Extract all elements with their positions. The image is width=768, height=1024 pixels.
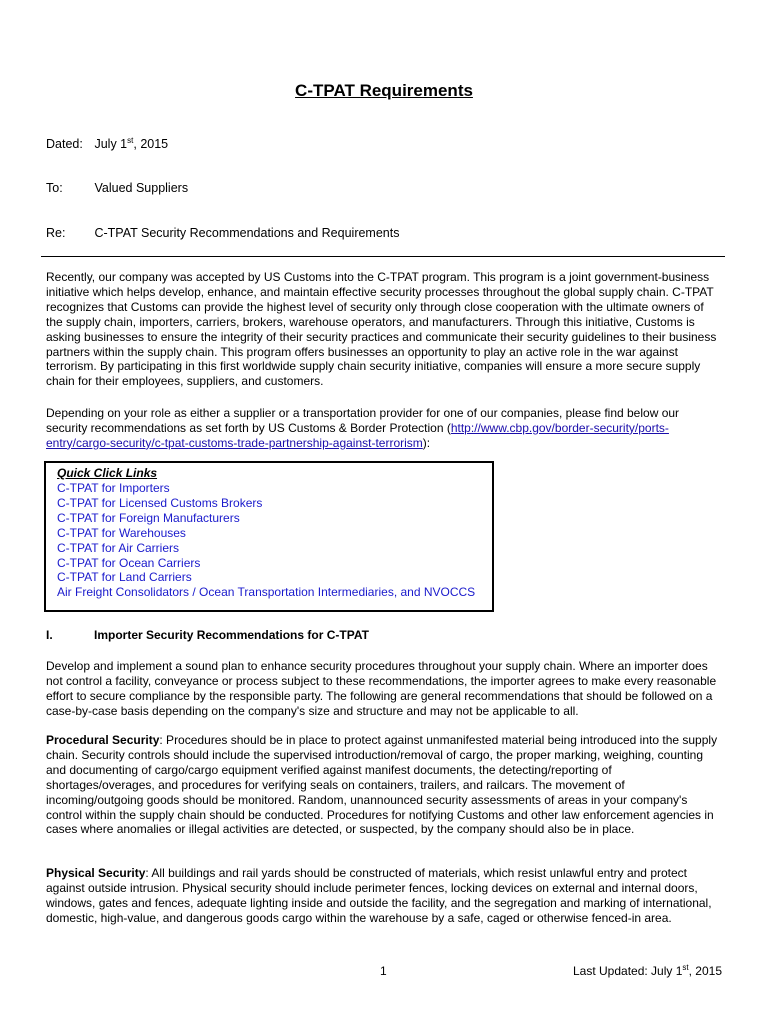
re-row: [46, 226, 399, 240]
quick-links-list: [57, 481, 475, 600]
to-row: [46, 181, 188, 195]
dated-value: July 1st, 2015: [94, 136, 169, 151]
page-title: C-TPAT Requirements: [295, 81, 473, 100]
quick-links-heading: Quick Click Links: [57, 466, 158, 480]
quick-link-ocean-carriers[interactable]: C-TPAT for Ocean Carriers: [57, 555, 201, 570]
section-intro-paragraph: Develop and implement a sound plan to enhance security procedures throughout your supply chain. Where an importer does not control a facility, conveyance or process subject to these recommendations, the importer agrees to make every reasonable effort to secure compliance by the responsible party. The following are general recommendations that should be followed on a case-by-case basis depending on the company's size and structure and may not be applicable to all.: [46, 659, 717, 718]
to-value: Valued Suppliers: [94, 181, 189, 195]
divider: [41, 256, 725, 257]
quick-link-importers[interactable]: C-TPAT for Importers: [57, 481, 170, 495]
last-updated: Last Updated: July 1st, 2015: [572, 963, 722, 978]
quick-link-air-carriers[interactable]: C-TPAT for Air Carriers: [57, 540, 180, 555]
section-title: Importer Security Recommendations for C-TPAT: [94, 628, 369, 642]
intro-paragraph: Recently, our company was accepted by US Customs into the C-TPAT program. This program is a joint government-business initiative which helps develop, enhance, and maintain effective security processes throughout the global supply chain. C-TPAT recognizes that Customs can provide the highest level of security only through close cooperation with the ultimate owners of the supply chain, importers, carriers, brokers, warehouse operators, and manufacturers. Through this initiative, Customs is asking businesses to ensure the integrity of their security practices and communicate their security guidelines to their business partners within the supply chain. This program offers businesses an opportunity to play an active role in the war against terrorism. By participating in this first worldwide supply chain security initiative, companies will ensure a more secure supply chain for their employees, suppliers, and customers.: [46, 270, 717, 389]
quick-link-land-carriers[interactable]: C-TPAT for Land Carriers: [57, 570, 192, 585]
to-label: To:: [46, 181, 63, 195]
procedural-security-paragraph: Procedural Security: Procedures should be in place to protect against unmanifested material being introduced into the supply chain. Security controls should include the supervised introduction/removal of cargo, the proper marking, weighing, counting and documenting of cargo/cargo equipment verified against manifest documents, the detecting/reporting of shortages/overages, and procedures for verifying seals on containers, trailers, and railcars. The movement of incoming/outgoing goods should be monitored. Random, unannounced security assessments of areas in your company's control within the supply chain should be conducted. Procedures for notifying Customs and other law enforcement agencies in cases where anomalies or illegal activities are detected, or suspected, by the company should also be in place.: [46, 733, 718, 837]
roles-paragraph: Depending on your role as either a supplier or a transportation provider for one of our companies, please find below our security recommendations as set forth by US Customs & Border Protection (http://www.cbp.gov/border-security/ports-entry/cargo-security/c-tpat-customs-trade-partnership-against-terrorism):: [46, 406, 680, 450]
quick-link-warehouses[interactable]: C-TPAT for Warehouses: [57, 525, 186, 540]
quick-link-customs-brokers[interactable]: C-TPAT for Licensed Customs Brokers: [57, 495, 263, 510]
quick-link-consolidators[interactable]: Air Freight Consolidators / Ocean Transportation Intermediaries, and NVOCCS: [57, 585, 476, 600]
procedural-security-label: Procedural Security: [46, 733, 160, 747]
section-heading: [46, 628, 369, 642]
section-number: I.: [46, 628, 53, 642]
physical-security-label: Physical Security: [46, 866, 146, 880]
re-label: Re:: [46, 226, 66, 240]
re-value: C-TPAT Security Recommendations and Requirements: [94, 226, 400, 240]
physical-security-paragraph: Physical Security: All buildings and rail yards should be constructed of materials, which resist unlawful entry and protect against outside intrusion. Physical security should include perimeter fences, locking devices on external and internal doors, windows, gates and fences, adequate lighting inside and outside the facility, and the segregation and marking of international, domestic, high-value, and dangerous goods cargo within the warehouse by a safe, caged or otherwise fenced-in area.: [46, 866, 712, 925]
dated-row: [46, 137, 168, 151]
quick-link-foreign-manufacturers[interactable]: C-TPAT for Foreign Manufacturers: [57, 510, 240, 525]
quick-links-box: [44, 461, 494, 612]
page-number: 1: [380, 964, 387, 978]
dated-label: Dated:: [46, 137, 83, 151]
cbp-link[interactable]: http://www.cbp.gov/border-security/ports-entry/cargo-security/c-tpat-customs-trade-partnership-against-terrorism: [46, 420, 669, 450]
